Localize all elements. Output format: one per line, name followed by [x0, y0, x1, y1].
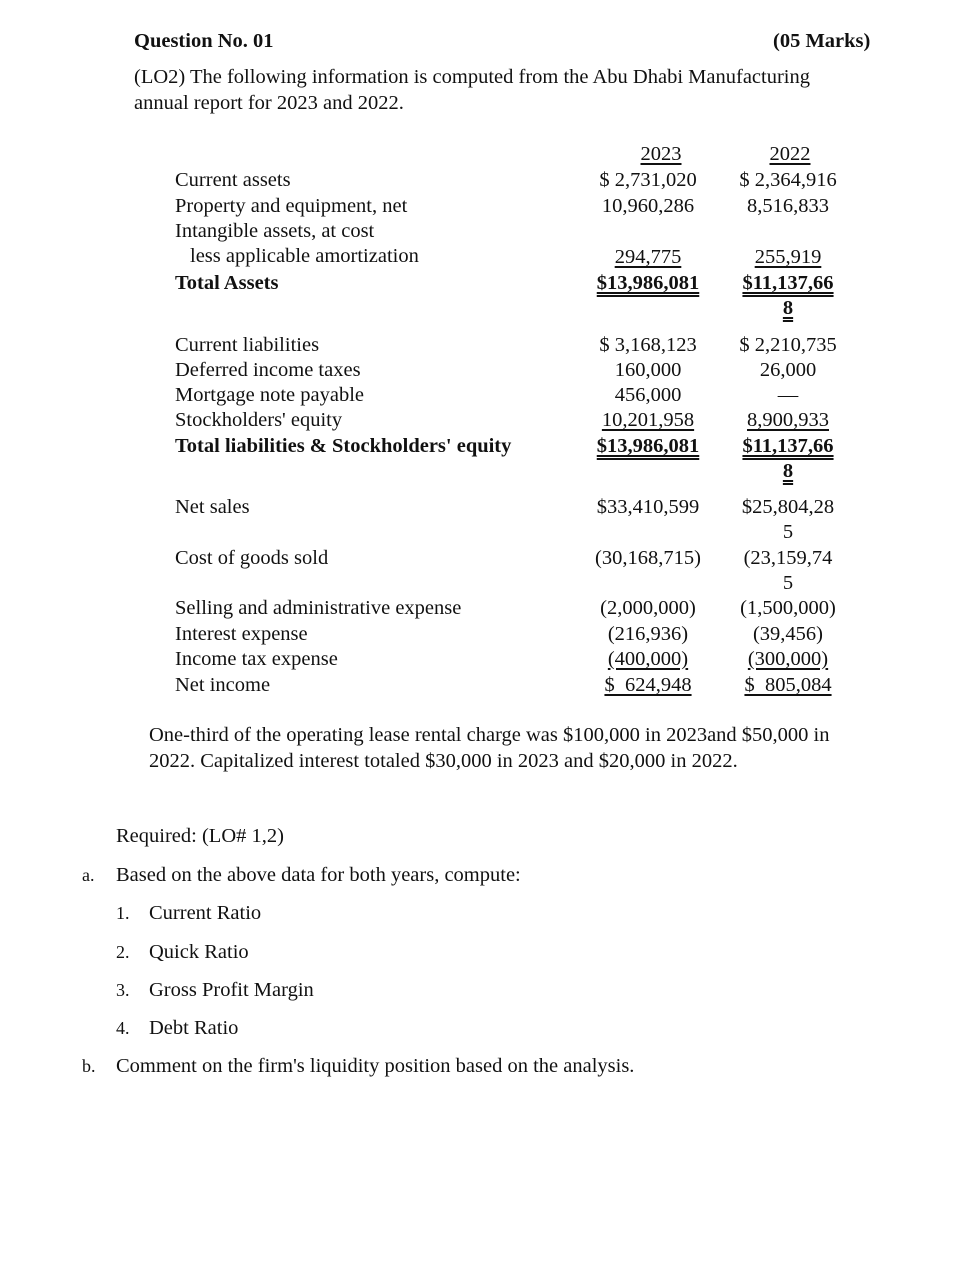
- note-line-1: One-third of the operating lease rental charge was $100,000 in 2023and $50,000 in: [149, 724, 830, 746]
- item-2-text: Quick Ratio: [149, 941, 249, 963]
- question-title: Question No. 01: [134, 30, 274, 52]
- item-3-text: Gross Profit Margin: [149, 979, 314, 1001]
- total-assets-label: Total Assets: [175, 272, 279, 294]
- ppe-label: Property and equipment, net: [175, 195, 408, 217]
- tax-2023: (400,000): [607, 648, 689, 670]
- net-sales-2022-line1: $25,804,28: [741, 496, 835, 518]
- tax-2022: (300,000): [747, 648, 829, 670]
- year-2022-header: 2022: [769, 143, 811, 165]
- intangible-label-line2: less applicable amortization: [190, 245, 419, 267]
- equity-2022: 8,900,933: [747, 409, 829, 431]
- net-income-label: Net income: [175, 674, 271, 696]
- net-income-2022: $ 805,084: [744, 674, 832, 696]
- deferred-taxes-label: Deferred income taxes: [175, 359, 361, 381]
- current-liabilities-2022: $ 2,210,735: [739, 334, 837, 356]
- item-3-number: 3.: [116, 980, 130, 1000]
- part-a-text: Based on the above data for both years, compute:: [116, 864, 521, 886]
- sga-2022: (1,500,000): [740, 597, 836, 619]
- interest-2023: (216,936): [607, 623, 689, 645]
- interest-label: Interest expense: [175, 623, 308, 645]
- ppe-2023: 10,960,286: [601, 195, 695, 217]
- current-liabilities-label: Current liabilities: [175, 334, 320, 356]
- year-2023-header: 2023: [640, 143, 682, 165]
- marks-label: (05 Marks): [773, 30, 871, 52]
- sga-label: Selling and administrative expense: [175, 597, 462, 619]
- net-sales-2022-line2: 5: [782, 521, 794, 543]
- part-a-marker: a.: [82, 865, 95, 885]
- intangible-label-line1: Intangible assets, at cost: [175, 220, 375, 242]
- total-assets-2023: $13,986,081: [596, 272, 700, 294]
- net-sales-label: Net sales: [175, 496, 250, 518]
- current-assets-2023: $ 2,731,020: [599, 169, 697, 191]
- total-assets-2022-line1: $11,137,66: [742, 272, 834, 294]
- current-liabilities-2023: $ 3,168,123: [599, 334, 697, 356]
- note-line-2: 2022. Capitalized interest totaled $30,000 in 2023 and $20,000 in 2022.: [149, 750, 738, 772]
- current-assets-label: Current assets: [175, 169, 291, 191]
- equity-2023: 10,201,958: [601, 409, 695, 431]
- part-b-marker: b.: [82, 1056, 96, 1076]
- mortgage-2022: —: [777, 384, 799, 406]
- item-1-number: 1.: [116, 903, 130, 923]
- item-4-number: 4.: [116, 1018, 130, 1038]
- total-assets-2022-line2: 8: [782, 297, 794, 319]
- item-2-number: 2.: [116, 942, 130, 962]
- total-liabilities-2023: $13,986,081: [596, 435, 700, 457]
- intangible-2023: 294,775: [614, 246, 682, 268]
- net-sales-2023: $33,410,599: [596, 496, 700, 518]
- net-income-2023: $ 624,948: [604, 674, 692, 696]
- cogs-2022-line2: 5: [782, 572, 794, 594]
- total-liabilities-2022-line2: 8: [782, 460, 794, 482]
- required-heading: Required: (LO# 1,2): [116, 825, 284, 847]
- total-liabilities-2022-line1: $11,137,66: [742, 435, 834, 457]
- sga-2023: (2,000,000): [600, 597, 696, 619]
- cogs-2022-line1: (23,159,74: [743, 547, 833, 569]
- intro-line-1: (LO2) The following information is computed from the Abu Dhabi Manufacturing: [134, 66, 810, 88]
- item-1-text: Current Ratio: [149, 902, 262, 924]
- deferred-taxes-2022: 26,000: [759, 359, 817, 381]
- interest-2022: (39,456): [752, 623, 824, 645]
- part-b-text: Comment on the firm's liquidity position based on the analysis.: [116, 1055, 635, 1077]
- current-assets-2022: $ 2,364,916: [739, 169, 837, 191]
- intro-line-2: annual report for 2023 and 2022.: [134, 92, 404, 114]
- mortgage-2023: 456,000: [614, 384, 682, 406]
- cogs-2023: (30,168,715): [595, 547, 701, 569]
- intangible-2022: 255,919: [754, 246, 822, 268]
- tax-label: Income tax expense: [175, 648, 338, 670]
- mortgage-label: Mortgage note payable: [175, 384, 364, 406]
- item-4-text: Debt Ratio: [149, 1017, 239, 1039]
- deferred-taxes-2023: 160,000: [614, 359, 682, 381]
- equity-label: Stockholders' equity: [175, 409, 343, 431]
- ppe-2022: 8,516,833: [747, 195, 829, 217]
- total-liabilities-label: Total liabilities & Stockholders' equity: [175, 435, 512, 457]
- cogs-label: Cost of goods sold: [175, 547, 329, 569]
